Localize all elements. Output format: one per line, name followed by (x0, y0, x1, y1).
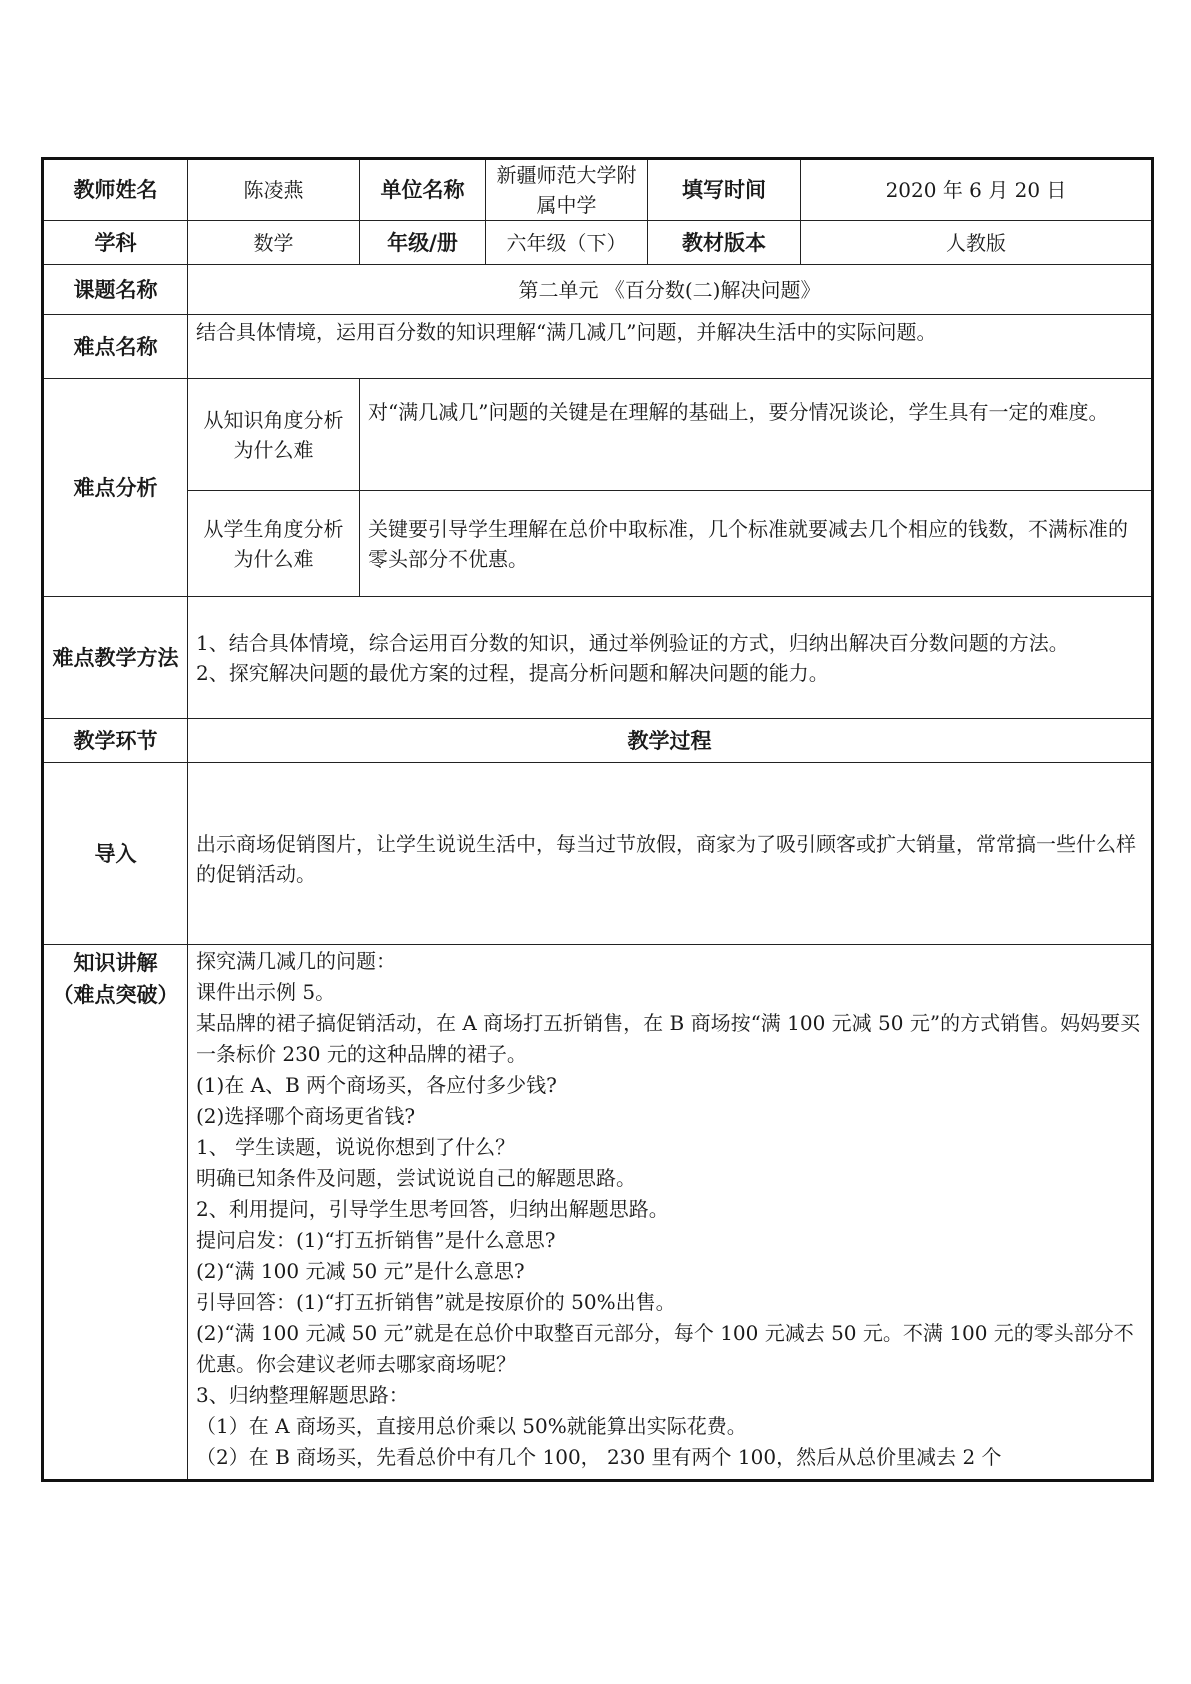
method-content (188, 597, 1153, 719)
process-line: 2、利用提问，引导学生思考回答，归纳出解题思路。 (196, 1197, 669, 1221)
analysis-label: 难点分析 (43, 379, 188, 597)
grade-label: 年级/册 (360, 221, 486, 265)
lesson-plan-table (41, 157, 1154, 1482)
process-line: 提问启发：(1)“打五折销售”是什么意思? (196, 1228, 556, 1252)
process-line: (2)选择哪个商场更省钱? (196, 1104, 416, 1128)
process-line: (2)“满 100 元减 50 元”是什么意思? (196, 1259, 525, 1283)
process-line: 课件出示例 5。 (196, 980, 336, 1004)
process-line: 3、归纳整理解题思路： (196, 1383, 409, 1407)
edition-label: 教材版本 (648, 221, 801, 265)
student-angle-value: 关键要引导学生理解在总价中取标准，几个标准就要减去几个相应的钱数，不满标准的零头部分不优惠。 (360, 491, 1153, 597)
fill-date-value: 2020 年 6 月 20 日 (801, 159, 1153, 221)
knowledge-content (188, 945, 1153, 1481)
grade-value: 六年级（下） (486, 221, 648, 265)
process-line: 引导回答：(1)“打五折销售”就是按原价的 50%出售。 (196, 1290, 676, 1314)
process-line: (1)在 A、B 两个商场买，各应付多少钱? (196, 1073, 557, 1097)
process-line: 明确已知条件及问题，尝试说说自己的解题思路。 (196, 1166, 636, 1190)
difficulty-value: 结合具体情境，运用百分数的知识理解“满几减几”问题，并解决生活中的实际问题。 (188, 315, 1153, 379)
process-line: （2）在 B 商场买，先看总价中有几个 100， 230 里有两个 100，然后从总价里减去 2 个 (196, 1445, 1002, 1469)
knowledge-label-line-2: （难点突破） (52, 983, 179, 1007)
process-line: (2)“满 100 元减 50 元”就是在总价中取整百元部分，每个 100 元减去 50 元。不满 100 元的零头部分不优惠。你会建议老师去哪家商场呢？ (196, 1321, 1134, 1376)
knowledge-angle-label: 从知识角度分析为什么难 (188, 379, 360, 491)
process-line: 某品牌的裙子搞促销活动，在 A 商场打五折销售，在 B 商场按“满 100 元减 50 元”的方式销售。妈妈要买一条标价 230 元的这种品牌的裙子。 (196, 1011, 1141, 1066)
edition-value: 人教版 (801, 221, 1153, 265)
knowledge-label (43, 945, 188, 1481)
method-line-2: 2、探究解决问题的最优方案的过程，提高分析问题和解决问题的能力。 (196, 660, 829, 685)
process-line: 探究满几减几的问题： (196, 949, 396, 973)
process-line: 1、 学生读题，说说你想到了什么？ (196, 1135, 516, 1159)
unit-name-label: 单位名称 (360, 159, 486, 221)
stage-header: 教学环节 (43, 719, 188, 763)
topic-label: 课题名称 (43, 265, 188, 315)
unit-name-value: 新疆师范大学附属中学 (486, 159, 648, 221)
knowledge-angle-value: 对“满几减几”问题的关键是在理解的基础上，要分情况谈论，学生具有一定的难度。 (360, 379, 1153, 491)
topic-value: 第二单元 《百分数(二)解决问题》 (188, 265, 1153, 315)
intro-value: 出示商场促销图片，让学生说说生活中，每当过节放假，商家为了吸引顾客或扩大销量，常常搞一些什么样的促销活动。 (188, 763, 1153, 945)
teacher-name-label: 教师姓名 (43, 159, 188, 221)
subject-value: 数学 (188, 221, 360, 265)
method-line-1: 1、结合具体情境，综合运用百分数的知识，通过举例验证的方式，归纳出解决百分数问题的方法。 (196, 630, 1069, 655)
difficulty-label: 难点名称 (43, 315, 188, 379)
intro-label: 导入 (43, 763, 188, 945)
lesson-plan-page (41, 157, 1151, 1482)
process-header: 教学过程 (188, 719, 1153, 763)
subject-label: 学科 (43, 221, 188, 265)
teacher-name-value: 陈凌燕 (188, 159, 360, 221)
student-angle-label: 从学生角度分析为什么难 (188, 491, 360, 597)
knowledge-label-line-1: 知识讲解 (73, 951, 158, 975)
process-line: （1）在 A 商场买，直接用总价乘以 50%就能算出实际花费。 (196, 1414, 747, 1438)
method-label: 难点教学方法 (43, 597, 188, 719)
fill-date-label: 填写时间 (648, 159, 801, 221)
